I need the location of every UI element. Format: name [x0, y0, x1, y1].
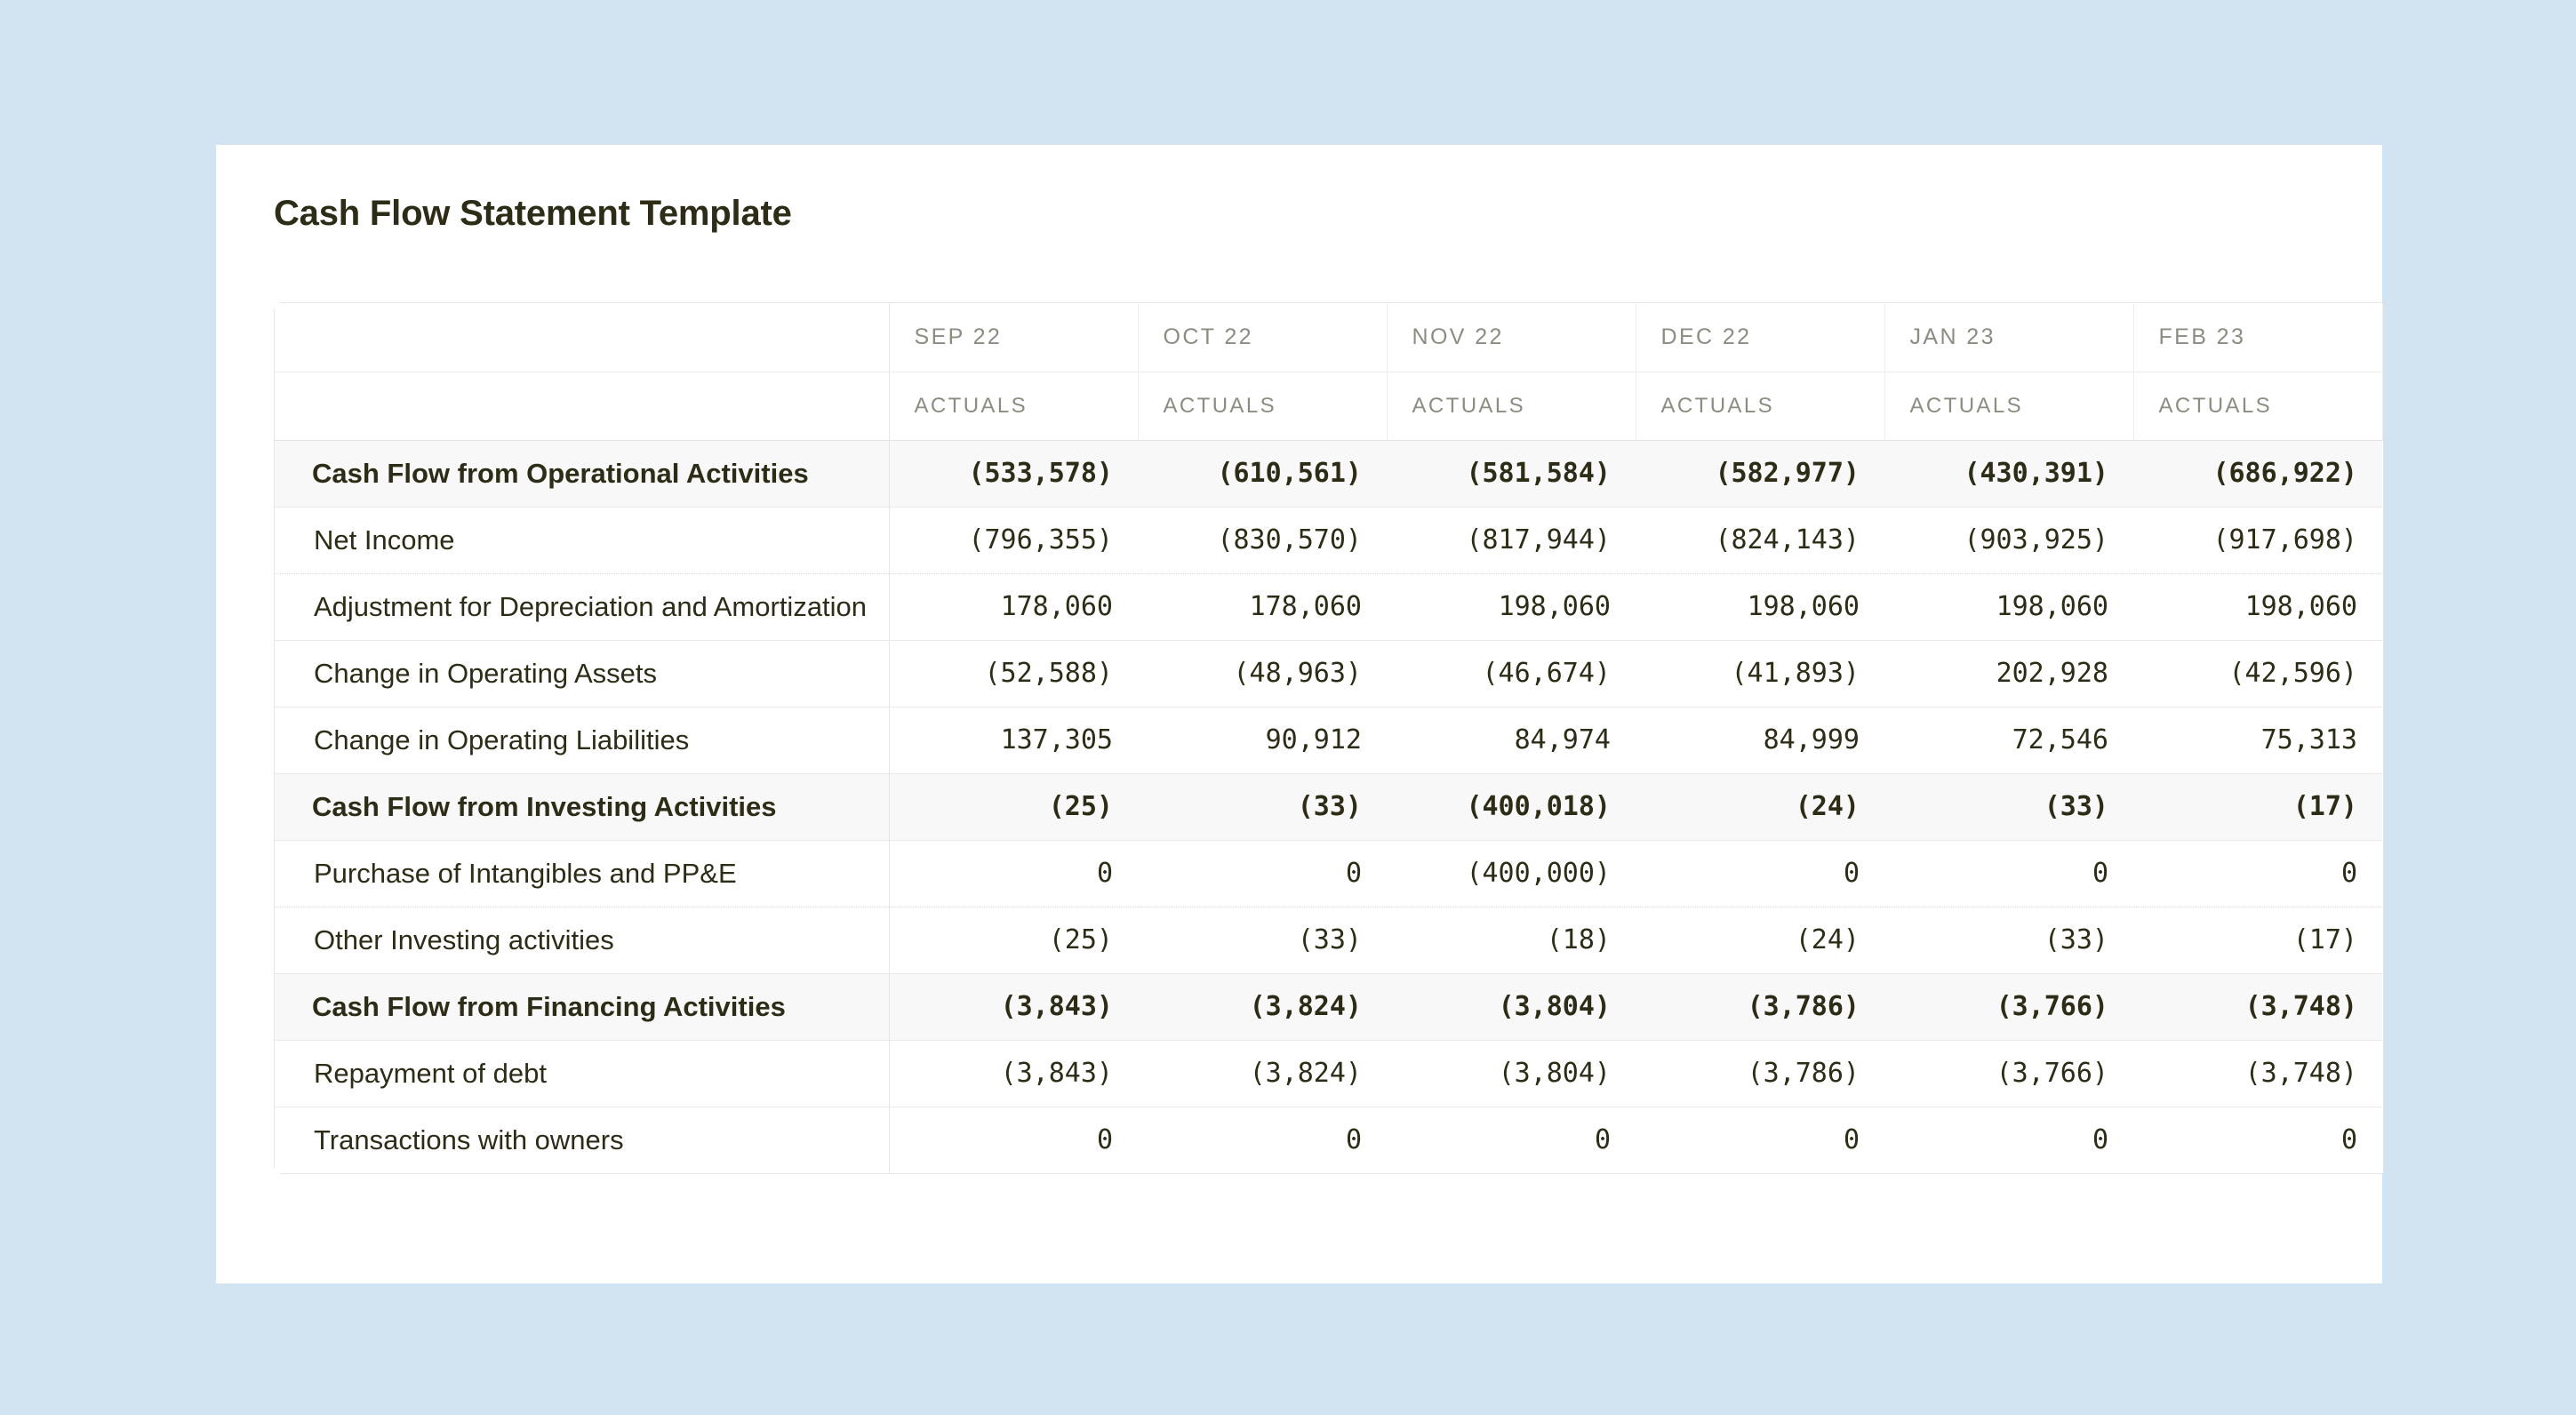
- table-row[interactable]: [275, 907, 2382, 973]
- row-value: (3,843): [889, 973, 1138, 1040]
- row-value: (830,570): [1138, 507, 1387, 573]
- row-value: (17): [2133, 907, 2382, 973]
- row-value: 0: [1636, 840, 1884, 907]
- row-value: (46,674): [1387, 640, 1636, 707]
- row-value: 178,060: [1138, 573, 1387, 640]
- period-header-nov22[interactable]: NOV 22: [1387, 303, 1636, 372]
- scenario-header-dec22[interactable]: ACTUALS: [1636, 372, 1884, 440]
- period-header-oct22[interactable]: OCT 22: [1138, 303, 1387, 372]
- row-value: 137,305: [889, 707, 1138, 773]
- cash-flow-table: [275, 303, 2383, 1173]
- row-value: (400,018): [1387, 773, 1636, 840]
- row-value: (33): [1138, 907, 1387, 973]
- page-title: Cash Flow Statement Template: [274, 194, 792, 233]
- row-value: (903,925): [1884, 507, 2133, 573]
- row-label: Cash Flow from Operational Activities: [275, 440, 889, 507]
- row-value: 178,060: [889, 573, 1138, 640]
- row-value: (25): [889, 773, 1138, 840]
- row-value: 0: [2092, 1124, 2108, 1156]
- row-value: 0: [2340, 1124, 2357, 1156]
- row-label: Other Investing activities: [275, 907, 889, 973]
- label-column-header: [275, 303, 889, 372]
- row-value: (33): [1138, 773, 1387, 840]
- row-value: 0: [1345, 1124, 1362, 1156]
- row-value: 198,060: [1387, 573, 1636, 640]
- scenario-header-sep22[interactable]: ACTUALS: [889, 372, 1138, 440]
- table-row[interactable]: [275, 707, 2382, 773]
- table-row[interactable]: [275, 1107, 2382, 1173]
- row-value: (430,391): [1884, 440, 2133, 507]
- row-label: Purchase of Intangibles and PP&E: [275, 840, 889, 907]
- row-value: (33): [1884, 773, 2133, 840]
- table-row[interactable]: [275, 773, 2382, 840]
- row-value: 0: [1096, 1124, 1113, 1156]
- row-value: (18): [1387, 907, 1636, 973]
- period-header-feb23[interactable]: FEB 23: [2133, 303, 2382, 372]
- row-value: 84,999: [1636, 707, 1884, 773]
- row-value: (48,963): [1138, 640, 1387, 707]
- table-row[interactable]: [275, 573, 2382, 640]
- period-header-jan23[interactable]: JAN 23: [1884, 303, 2133, 372]
- row-value: 198,060: [1636, 573, 1884, 640]
- row-label: Cash Flow from Investing Activities: [275, 773, 889, 840]
- row-label: Change in Operating Assets: [275, 640, 889, 707]
- row-value: (3,804): [1387, 973, 1636, 1040]
- table-head: [275, 303, 2382, 440]
- row-value: 0: [889, 840, 1138, 907]
- row-label: Net Income: [275, 507, 889, 573]
- row-value: 75,313: [2133, 707, 2382, 773]
- row-value: (3,786): [1636, 973, 1884, 1040]
- row-value: 202,928: [1884, 640, 2133, 707]
- row-value: (581,584): [1387, 440, 1636, 507]
- scenario-header-row: [275, 372, 2382, 440]
- row-value: 0: [1884, 840, 2133, 907]
- row-value: (33): [1884, 907, 2133, 973]
- row-label: Cash Flow from Financing Activities: [275, 973, 889, 1040]
- table-row[interactable]: [275, 440, 2382, 507]
- cash-flow-card: [216, 145, 2382, 1283]
- period-header-sep22[interactable]: SEP 22: [889, 303, 1138, 372]
- row-value: (3,824): [1138, 1040, 1387, 1107]
- row-label: Change in Operating Liabilities: [275, 707, 889, 773]
- row-value: (17): [2133, 773, 2382, 840]
- row-value: (42,596): [2133, 640, 2382, 707]
- row-value: (3,748): [2133, 1040, 2382, 1107]
- row-value: (533,578): [889, 440, 1138, 507]
- row-value: 72,546: [1884, 707, 2133, 773]
- row-value: 198,060: [2133, 573, 2382, 640]
- row-value: (824,143): [1636, 507, 1884, 573]
- row-value: (917,698): [2133, 507, 2382, 573]
- row-value: (3,766): [1884, 973, 2133, 1040]
- row-value: 0: [1594, 1124, 1611, 1156]
- row-value: (817,944): [1387, 507, 1636, 573]
- row-value: 0: [2133, 840, 2382, 907]
- scenario-header-jan23[interactable]: ACTUALS: [1884, 372, 2133, 440]
- row-value: (3,804): [1387, 1040, 1636, 1107]
- row-label: Repayment of debt: [275, 1040, 889, 1107]
- scenario-label-spacer: [275, 372, 889, 440]
- table-row[interactable]: [275, 1040, 2382, 1107]
- period-header-row: [275, 303, 2382, 372]
- row-value: (400,000): [1387, 840, 1636, 907]
- scenario-header-feb23[interactable]: ACTUALS: [2133, 372, 2382, 440]
- row-value: (610,561): [1138, 440, 1387, 507]
- scenario-header-nov22[interactable]: ACTUALS: [1387, 372, 1636, 440]
- scenario-header-oct22[interactable]: ACTUALS: [1138, 372, 1387, 440]
- row-value: 90,912: [1138, 707, 1387, 773]
- row-value: (3,824): [1138, 973, 1387, 1040]
- row-value: 0: [1138, 840, 1387, 907]
- table-row[interactable]: [275, 973, 2382, 1040]
- table-row[interactable]: [275, 840, 2382, 907]
- table-row[interactable]: [275, 507, 2382, 573]
- row-label: Transactions with owners: [275, 1107, 889, 1173]
- table-body: [275, 440, 2382, 1173]
- row-value: (3,786): [1636, 1040, 1884, 1107]
- row-value: (582,977): [1636, 440, 1884, 507]
- row-value: 198,060: [1884, 573, 2133, 640]
- row-label: Adjustment for Depreciation and Amortization: [275, 573, 889, 640]
- row-value: (686,922): [2133, 440, 2382, 507]
- row-value: 0: [1843, 1124, 1860, 1156]
- row-value: (24): [1636, 773, 1884, 840]
- cash-flow-table-container: [274, 302, 2382, 1174]
- row-value: (796,355): [889, 507, 1138, 573]
- row-value: 84,974: [1387, 707, 1636, 773]
- row-value: (3,748): [2133, 973, 2382, 1040]
- table-row[interactable]: [275, 640, 2382, 707]
- row-value: (24): [1636, 907, 1884, 973]
- row-value: (3,766): [1884, 1040, 2133, 1107]
- row-value: (41,893): [1636, 640, 1884, 707]
- row-value: (3,843): [889, 1040, 1138, 1107]
- period-header-dec22[interactable]: DEC 22: [1636, 303, 1884, 372]
- row-value: (25): [889, 907, 1138, 973]
- row-value: (52,588): [889, 640, 1138, 707]
